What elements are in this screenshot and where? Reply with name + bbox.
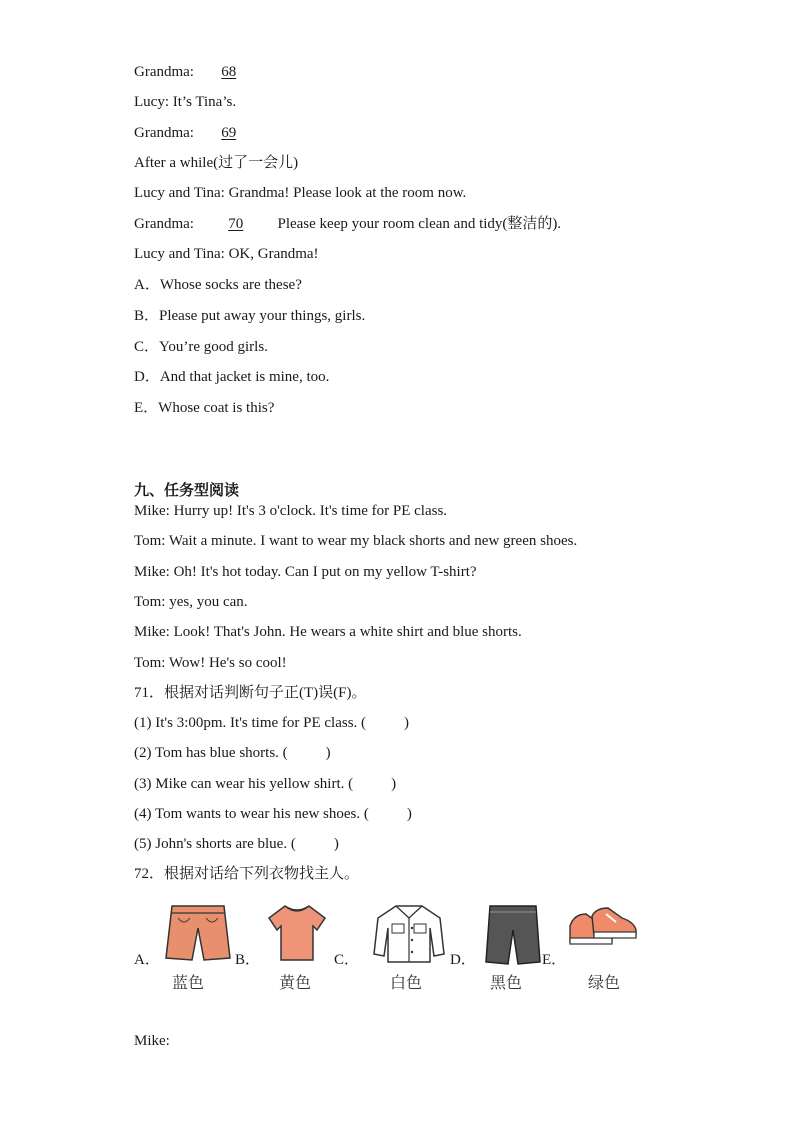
blank-69: 69 — [221, 125, 237, 141]
clothing-figures — [134, 896, 654, 1006]
dialogue-line: Lucy: It’s Tina’s. — [134, 94, 237, 110]
section-title: 九、任务型阅读 — [134, 481, 240, 499]
speaker-label: Grandma: — [134, 125, 194, 141]
paren-close: ) — [404, 715, 410, 731]
dialogue-line: Tom: Wow! He's so cool! — [134, 655, 287, 671]
figure-caption-e: 绿色 — [588, 973, 621, 992]
dialogue-line — [134, 215, 561, 233]
shorts-icon — [164, 902, 232, 964]
paren-close: ) — [406, 806, 412, 822]
tf-item — [134, 714, 409, 732]
blank-68: 68 — [221, 64, 237, 80]
figure-caption-b: 黄色 — [279, 973, 312, 992]
option-e: E．Whose coat is this? — [134, 400, 275, 416]
dialogue-text: Please keep your room clean and tidy(整洁的). — [277, 216, 562, 232]
figure-caption-d: 黑色 — [490, 973, 523, 992]
paren-close: ) — [325, 745, 331, 761]
dialogue-line: Tom: yes, you can. — [134, 594, 248, 610]
dialogue-line: Mike: Hurry up! It's 3 o'clock. It's time for PE class. — [134, 503, 448, 519]
tf-item — [134, 775, 396, 793]
dialogue-line: Lucy and Tina: OK, Grandma! — [134, 246, 319, 262]
option-c: C．You’re good girls. — [134, 339, 268, 355]
tf-statement: (5) John's shorts are blue. ( — [134, 836, 296, 852]
option-a: A．Whose socks are these? — [134, 277, 302, 293]
tf-item — [134, 805, 412, 823]
shirt-icon — [372, 902, 446, 966]
paren-close: ) — [333, 836, 339, 852]
speaker-label: Grandma: — [134, 216, 194, 232]
figure-letter-b: B． — [235, 952, 261, 968]
figure-letter-e: E． — [542, 952, 567, 968]
tf-statement: (4) Tom wants to wear his new shoes. ( — [134, 806, 369, 822]
dialogue-line: Mike: Look! That's John. He wears a white shirt and blue shorts. — [134, 624, 522, 640]
shorts-icon — [484, 902, 542, 968]
question-72-title: 72．根据对话给下列衣物找主人。 — [134, 866, 360, 882]
speaker-label: Grandma: — [134, 64, 194, 80]
dialogue-line: Mike: Oh! It's hot today. Can I put on my yellow T-shirt? — [134, 564, 477, 580]
figure-caption-c: 白色 — [390, 973, 423, 992]
dialogue-line — [134, 63, 254, 81]
figure-letter-a: A． — [134, 952, 160, 968]
dialogue-line: Tom: Wait a minute. I want to wear my black shorts and new green shoes. — [134, 533, 578, 549]
tf-statement: (2) Tom has blue shorts. ( — [134, 745, 288, 761]
blank-70: 70 — [228, 216, 244, 232]
answer-label-mike: Mike: — [134, 1033, 170, 1049]
tf-statement: (1) It's 3:00pm. It's time for PE class. ( — [134, 715, 367, 731]
tf-item — [134, 835, 339, 853]
question-71-title: 71．根据对话判断句子正(T)误(F)。 — [134, 685, 367, 701]
dialogue-line: Lucy and Tina: Grandma! Please look at the room now. — [134, 185, 467, 201]
option-d: D．And that jacket is mine, too. — [134, 369, 330, 385]
tf-statement: (3) Mike can wear his yellow shirt. ( — [134, 776, 354, 792]
option-b: B．Please put away your things, girls. — [134, 308, 366, 324]
dialogue-line: After a while(过了一会儿) — [134, 155, 299, 171]
figure-caption-a: 蓝色 — [172, 973, 205, 992]
paren-close: ) — [391, 776, 397, 792]
tf-item — [134, 744, 331, 762]
dialogue-line — [134, 124, 254, 142]
shoes-icon — [566, 902, 640, 952]
tshirt-icon — [267, 902, 327, 964]
figure-letter-d: D． — [450, 952, 476, 968]
figure-letter-c: C． — [334, 952, 360, 968]
